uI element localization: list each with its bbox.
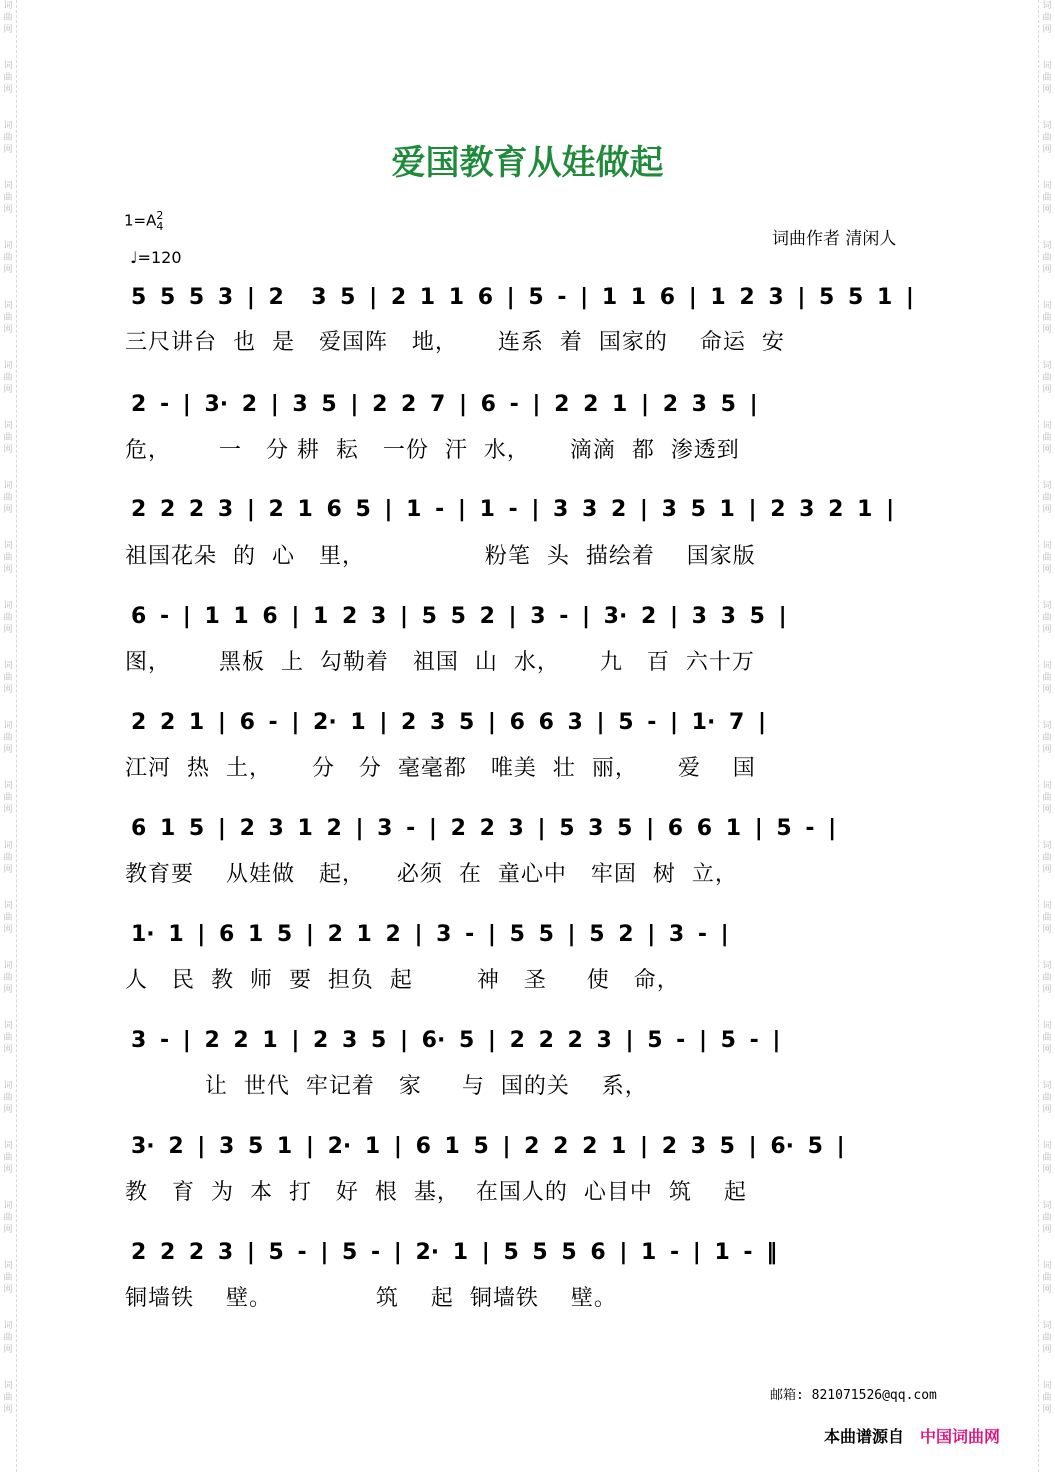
lyric-line: 三尺讲台 也 是 爱国阵 地， 连系 着 国家的 命运 安 <box>125 330 785 355</box>
notation-row <box>125 816 965 844</box>
notation-row <box>125 604 965 632</box>
notation-row <box>125 710 965 738</box>
lyric-line: 江河 热 土， 分 分 毫毫都 唯美 壮 丽， 爱 国 <box>125 756 756 781</box>
watermark-left: 词曲网 词曲网 词曲网 词曲网 词曲网 词曲网 词曲网 词曲网 词曲网 词曲网 词曲网 词曲网 词曲网 词曲网 词曲网 词曲网 词曲网 词曲网 词曲网 词曲网 词曲网 词曲网 词曲网 词曲网 <box>0 0 17 1472</box>
notation-line: 3· 2 | 3 5 1 | 2· 1 | 6 1 5 | 2 2 2 1 | 2 3 5 | 6· 5 | <box>131 1134 845 1159</box>
time-signature <box>156 210 163 232</box>
notation-line: 6 1 5 | 2 3 1 2 | 3 - | 2 2 3 | 5 3 5 | 6 6 1 | 5 - | <box>131 816 837 841</box>
composer-credit: 词曲作者 清闲人 <box>772 229 897 249</box>
notation-line: 5 5 5 3 | 2 3 5 | 2 1 1 6 | 5 - | 1 1 6 | 1 2 3 | 5 5 1 | <box>131 285 914 310</box>
lyric-line: 教育要 从娃做 起， 必须 在 童心中 牢固 树 立， <box>125 862 738 887</box>
notation-line: 2 - | 3· 2 | 3 5 | 2 2 7 | 6 - | 2 2 1 | 2 3 5 | <box>131 392 758 417</box>
notation-line: 3 - | 2 2 1 | 2 3 5 | 6· 5 | 2 2 2 3 | 5 - | 5 - | <box>131 1028 781 1053</box>
notation-row <box>125 1240 965 1268</box>
song-title: 爱国教育从娃做起 <box>391 143 664 183</box>
time-den: 4 <box>156 220 164 233</box>
source-credit <box>824 1424 1000 1447</box>
lyric-line: 祖国花朵 的 心 里， 粉笔 头 描绘着 国家版 <box>125 544 756 569</box>
key-prefix: 1=A <box>124 211 157 230</box>
lyric-line: 教 育 为 本 打 好 根 基， 在国人的 心目中 筑 起 <box>125 1180 747 1205</box>
notation-row <box>125 497 965 525</box>
notation-row <box>125 1134 965 1162</box>
notation-row <box>125 922 965 950</box>
tempo-value: =120 <box>137 248 182 267</box>
source-label: 本曲谱源自 <box>824 1427 905 1446</box>
lyric-line: 人 民 教 师 要 担负 起 神 圣 使 命， <box>125 968 680 993</box>
notation-row <box>125 285 965 313</box>
lyric-line: 让 世代 牢记着 家 与 国的关 系， <box>125 1074 648 1099</box>
watermark-right: 词曲网 词曲网 词曲网 词曲网 词曲网 词曲网 词曲网 词曲网 词曲网 词曲网 词曲网 词曲网 词曲网 词曲网 词曲网 词曲网 词曲网 词曲网 词曲网 词曲网 词曲网 词曲网 词曲网 词曲网 <box>1038 0 1055 1472</box>
lyric-line: 铜墙铁 壁。 筑 起 铜墙铁 壁。 <box>125 1286 617 1311</box>
notation-row <box>125 392 965 420</box>
notation-line: 1· 1 | 6 1 5 | 2 1 2 | 3 - | 5 5 | 5 2 | 3 - | <box>131 922 729 947</box>
quarter-note-icon: ♩ <box>130 248 138 267</box>
lyric-line: 图， 黑板 上 勾勒着 祖国 山 水， 九 百 六十万 <box>125 650 755 675</box>
time-num: 2 <box>156 209 164 222</box>
notation-row <box>125 1028 965 1056</box>
tempo-marking <box>130 248 182 267</box>
notation-line: 2 2 1 | 6 - | 2· 1 | 2 3 5 | 6 6 3 | 5 - | 1· 7 | <box>131 710 766 735</box>
key-signature <box>124 210 163 232</box>
notation-line: 2 2 2 3 | 5 - | 5 - | 2· 1 | 5 5 5 6 | 1 - | 1 - ‖ <box>131 1240 778 1265</box>
lyric-line: 危， 一 分 耕 耘 一份 汗 水， 滴滴 都 渗透到 <box>125 438 740 463</box>
notation-line: 2 2 2 3 | 2 1 6 5 | 1 - | 1 - | 3 3 2 | 3 5 1 | 2 3 2 1 | <box>131 497 895 522</box>
notation-line: 6 - | 1 1 6 | 1 2 3 | 5 5 2 | 3 - | 3· 2 | 3 3 5 | <box>131 604 787 629</box>
source-site-link[interactable]: 中国词曲网 <box>920 1427 1001 1446</box>
email-contact: 邮箱: 821071526@qq.com <box>770 1388 937 1403</box>
